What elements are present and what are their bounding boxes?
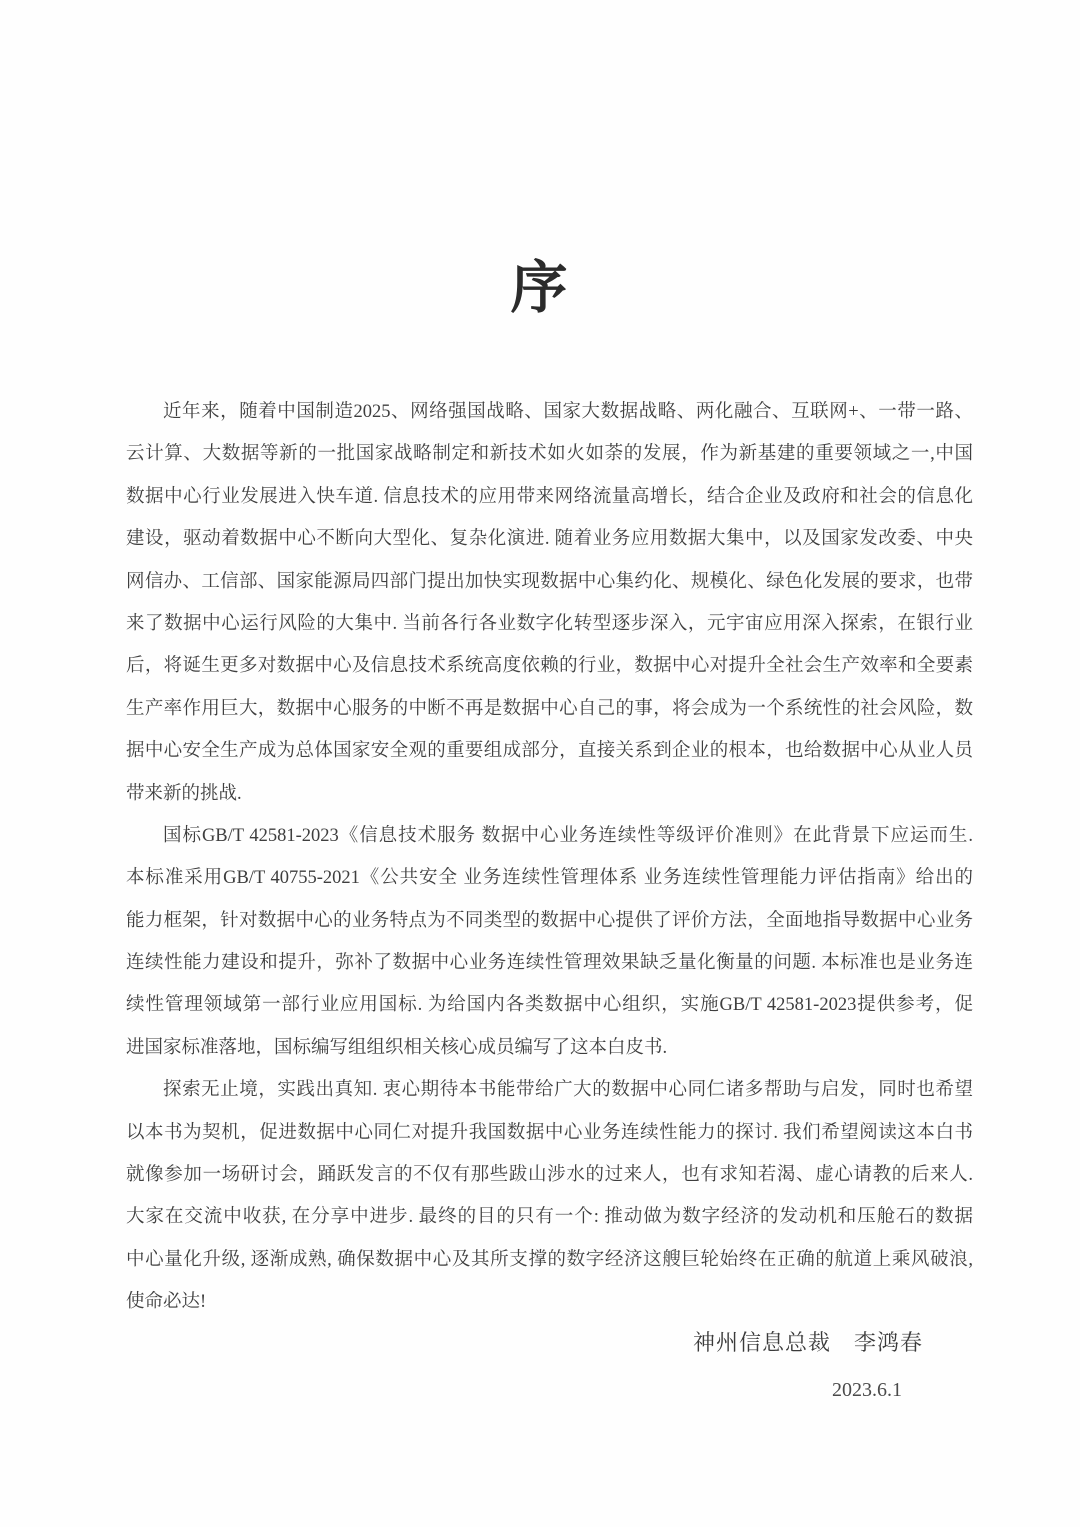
text-line: 网信办、工信部、国家能源局四部门提出加快实现数据中心集约化、规模化、绿色化发展的要求，也带 xyxy=(126,571,973,592)
text-line: 国标GB/T 42581-2023《信息技术服务 数据中心业务连续性等级评价准则》在此背景下应运而生. xyxy=(163,825,973,846)
text-line: 进国家标准落地，国标编写组组织相关核心成员编写了这本白皮书. xyxy=(126,1037,668,1058)
paragraph xyxy=(126,391,973,815)
text-line: 带来新的挑战. xyxy=(126,783,242,804)
page-title: 序 xyxy=(510,257,570,320)
text-line: 后，将诞生更多对数据中心及信息技术系统高度依赖的行业，数据中心对提升全社会生产效率和全要素 xyxy=(126,656,973,677)
paragraph xyxy=(126,815,973,1069)
text-line: 建设，驱动着数据中心不断向大型化、复杂化演进. 随着业务应用数据大集中，以及国家发改委、中央 xyxy=(126,529,973,550)
text-line: 中心量化升级, 逐渐成熟, 确保数据中心及其所支撑的数字经济这艘巨轮始终在正确的航道上乘风破浪, xyxy=(126,1249,973,1270)
text-line: 生产率作用巨大，数据中心服务的中断不再是数据中心自己的事，将会成为一个系统性的社会风险，数 xyxy=(126,698,973,719)
date-line: 2023.6.1 xyxy=(832,1379,902,1401)
text-line: 能力框架，针对数据中心的业务特点为不同类型的数据中心提供了评价方法，全面地指导数据中心业务 xyxy=(126,910,973,931)
signature-line: 神州信息总裁 李鸿春 xyxy=(692,1330,923,1355)
text-line: 大家在交流中收获, 在分享中进步. 最终的目的只有一个: 推动做为数字经济的发动机和压舱石的数据 xyxy=(126,1207,973,1228)
text-line: 云计算、大数据等新的一批国家战略制定和新技术如火如荼的发展，作为新基建的重要领域之一,中国 xyxy=(126,444,973,465)
text-line: 近年来，随着中国制造2025、网络强国战略、国家大数据战略、两化融合、互联网+、一带一路、 xyxy=(163,402,973,422)
text-line: 来了数据中心运行风险的大集中. 当前各行各业数字化转型逐步深入，元宇宙应用深入探索，在银行业 xyxy=(126,613,973,634)
text-line: 连续性能力建设和提升，弥补了数据中心业务连续性管理效果缺乏量化衡量的问题. 本标准也是业务连 xyxy=(126,953,973,974)
text-line: 本标准采用GB/T 40755-2021《公共安全 业务连续性管理体系 业务连续性管理能力评估指南》给出的 xyxy=(126,868,973,889)
text-line: 以本书为契机，促进数据中心同仁对提升我国数据中心业务连续性能力的探讨. 我们希望阅读这本白书 xyxy=(126,1122,973,1143)
text-line: 探索无止境，实践出真知. 衷心期待本书能带给广大的数据中心同仁诸多帮助与启发，同时也希望 xyxy=(163,1080,973,1101)
text-line: 数据中心行业发展进入快车道. 信息技术的应用带来网络流量高增长，结合企业及政府和社会的信息化 xyxy=(126,486,973,507)
text-line: 续性管理领域第一部行业应用国标. 为给国内各类数据中心组织，实施GB/T 42581-2023提供参考，促 xyxy=(126,995,973,1016)
paragraph xyxy=(126,1069,973,1323)
text-line: 就像参加一场研讨会，踊跃发言的不仅有那些跋山涉水的过来人，也有求知若渴、虚心请教的后来人. xyxy=(126,1165,973,1186)
preface-body xyxy=(126,391,973,1324)
text-line: 使命必达! xyxy=(126,1292,207,1313)
text-line: 据中心安全生产成为总体国家安全观的重要组成部分，直接关系到企业的根本，也给数据中心从业人员 xyxy=(126,741,973,762)
